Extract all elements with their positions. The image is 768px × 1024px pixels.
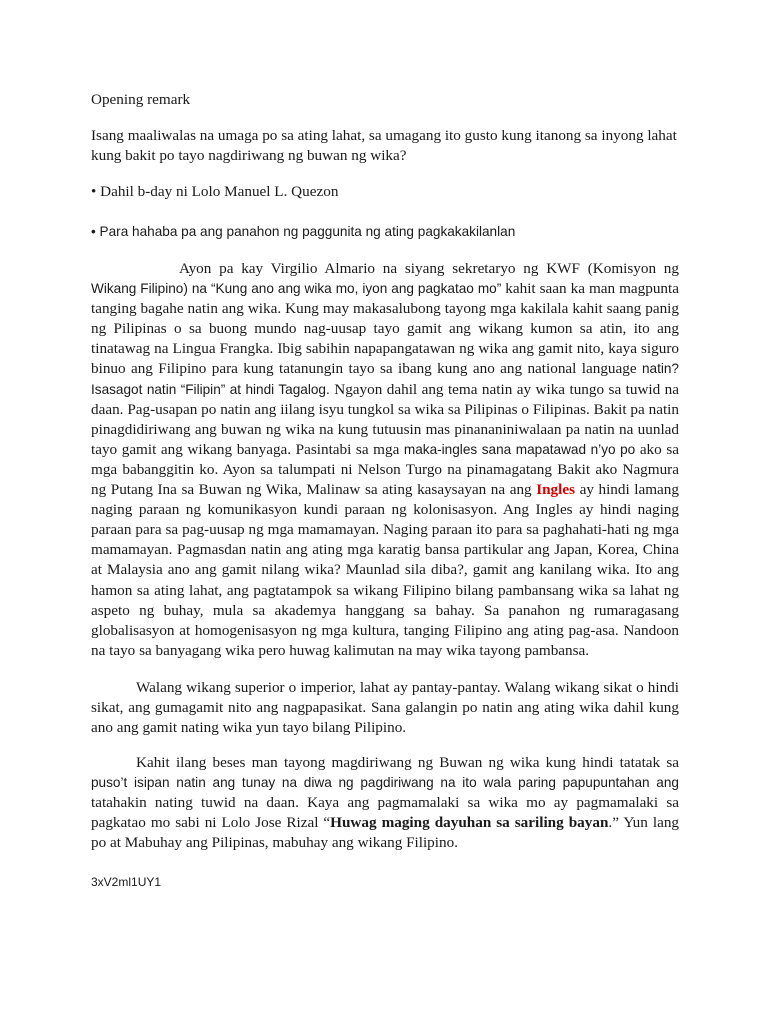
closing-paragraph [91,753,679,853]
text-run: natin? Isasagot natin “Filipin” at hindi Tagalog. [91,361,679,397]
bold-quote: Huwag maging dayuhan sa sariling bayan [330,814,609,832]
page-title: Opening remark [91,91,191,108]
text-run: Ngayon dahil ang tema natin ay wika tungo sa tuwid na daan. Pag-usapan po natin ang iilang isyu tungkol sa wika sa Pilipinas o Filipinas. Bakit pa natin pinagdidiriwang ang buwan ng wika na kung tutuusin mas pinananiniwalaan pa natin na uunlad tayo gamit ang wikang banyaga. Pasintabi sa mga [91,380,680,458]
text-run: tatahakin nating tuwid na daan. Kaya ang pagmamalaki sa wika mo ay pagmamalaki sa pagkatao mo sabi ni Lolo Jose Rizal “ [91,794,679,832]
text-run: Kahit ilang beses man tayong magdiriwang ng Buwan ng wika kung hindi tatatak sa [136,754,679,771]
text-run: ako sa mga babanggitin ko. Ayon sa talumpati ni Nelson Turgo na pinamagatang Bakit ako Nagmura ng Putang Ina sa Buwan ng Wika, Malinaw sa ating kasaysayan na ang [91,440,679,499]
text-run: .” Yun lang po at Mabuhay ang Pilipinas, mabuhay ang wikang Filipino. [91,814,680,852]
second-paragraph: Walang wikang superior o imperior, lahat ay pantay-pantay. Walang wikang sikat o hindi sikat, ang gumagamit nito ang nagpapasikat. Sana galangin po natin ang ating wika dahil kung ano ang gamit nating wika yun tayo bilang Pilipino. [91,679,679,737]
text-run: Wikang Filipino) na “Kung ano ang wika mo, iyon ang pagkatao mo” [91,281,502,297]
text-run: Ayon pa kay Virgilio Almario na siyang sekretaryo ng KWF (Komisyon ng [179,260,679,277]
text-run: ay hindi lamang naging paraan ng komunikasyon kundi paraan ng kolonisasyon. Ang Ingles ay hindi naging paraan para sa pag-uusap ng mga mamamayan. Naging paraan ito para sa paghahati-hati ng mga mamamayan. Pagmasdan natin ang ating mga karatig bansa partikular ang Japan, Korea, China at Malaysia ano ang gamit nilang wika? Maunlad sila diba?, gamit ang kanilang wika. Ito ang hamon sa ating lahat, ang pagtatampok sa wikang Filipino bilang pambansang wika sa lahat ng aspeto ng buhay, mula sa akademya hanggang sa bahay. Sa panahon ng rumaragasang globalisasyon at homogenisasyon ng mga kultura, tanging Filipino ang ating pag-asa. Nandoon na tayo sa banyagang wika pero huwag kalimutan na may wika tayong pambansa. [91,481,679,659]
bullet-item: • Para hahaba pa ang panahon ng paggunita ng ating pagkakakilanlan [91,224,516,239]
text-run: maka-ingles sana mapatawad n’yo po [403,441,636,457]
text-run: puso’t isipan natin ang tunay na diwa ng pagdiriwang na ito wala paring papupuntahan ang [91,775,679,791]
highlighted-word: Ingles [536,481,576,499]
intro-paragraph: Isang maaliwalas na umaga po sa ating lahat, sa umagang ito gusto kung itanong sa inyong lahat kung bakit po tayo nagdiriwang ng buwan ng wika? [91,127,677,165]
main-paragraph [91,259,679,661]
document-code: 3xV2ml1UY1 [91,875,162,889]
text-run: kahit saan ka man magpunta tanging bagahe natin ang wika. Kung may makasalubong tayong mga kakilala kahit saang panig ng Pilipinas o sa buong mundo nag-uusap tayo gamit ang wikang kumon sa atin, ito ang tinatawag na Lingua Frangka. Ibig sabihin napapangatawan ng wika ang gamit nito, kaya siguro binuo ang Filipino para kung tatanungin tayo sa ibang kung ano ang national language [91,280,679,378]
bullet-item: • Dahil b-day ni Lolo Manuel L. Quezon [91,183,339,200]
